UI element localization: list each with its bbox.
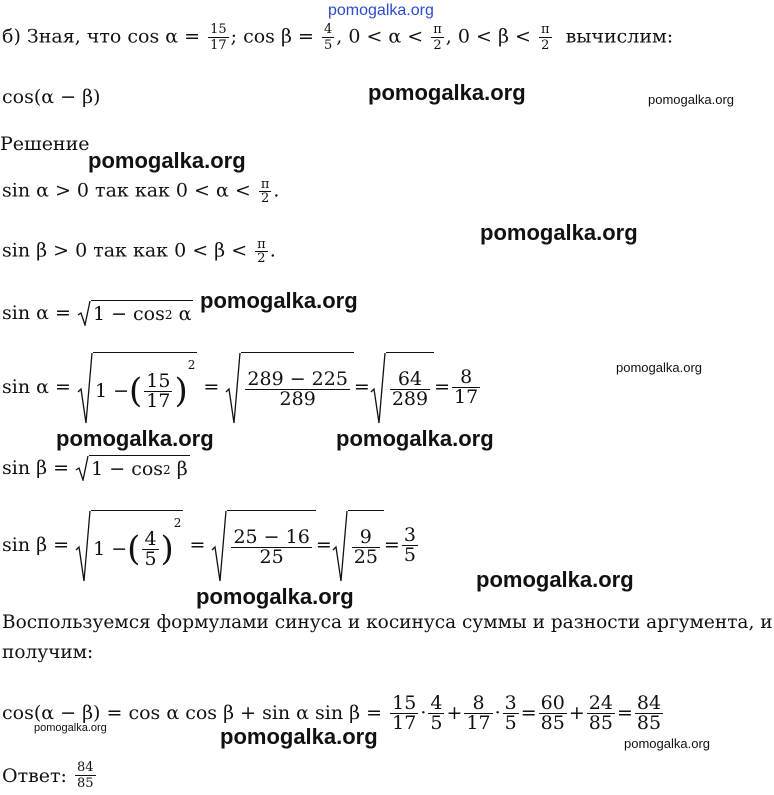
- equals: =: [434, 376, 451, 398]
- sin-alpha-positive-line: [2, 178, 279, 205]
- denominator: 289: [391, 387, 429, 410]
- sqrt-sign: [75, 455, 190, 481]
- numerator: 15: [210, 22, 227, 37]
- denominator: 85: [636, 711, 662, 734]
- denominator: 5: [504, 711, 517, 734]
- sqrt-sign: [225, 352, 354, 424]
- equals: =: [520, 701, 537, 724]
- period: .: [269, 239, 276, 262]
- answer-label: Ответ:: [2, 764, 67, 787]
- numerator: 15: [392, 691, 417, 714]
- numerator: 25 − 16: [233, 525, 310, 548]
- alpha: α: [178, 303, 192, 325]
- equals: =: [383, 534, 400, 556]
- denominator: 2: [433, 38, 442, 53]
- sin-beta-formula: [2, 455, 190, 481]
- numerator: 60: [540, 691, 565, 714]
- cos-beta-lhs: cos β =: [243, 25, 314, 48]
- watermark[interactable]: pomogalka.org: [480, 220, 638, 245]
- sin-alpha-formula: [2, 300, 193, 326]
- sqrt-sign: 1 − ( $\frac{4}{5}$ ) 2: [75, 510, 183, 582]
- sin-beta-computation: [2, 508, 420, 583]
- cos-alpha-fraction: [208, 22, 229, 53]
- denominator: 17: [392, 711, 417, 734]
- one-minus: 1 −: [93, 537, 128, 560]
- dot: ·: [494, 701, 501, 724]
- watermark-small[interactable]: pomogalka.org: [616, 360, 702, 375]
- condition-beta: , 0 < β <: [445, 25, 531, 48]
- numerator: 8: [472, 691, 485, 714]
- equals: =: [189, 534, 206, 556]
- beta: β: [176, 458, 188, 480]
- watermark[interactable]: pomogalka.org: [336, 426, 494, 451]
- one-minus: 1 −: [94, 379, 130, 402]
- numerator: π: [257, 237, 266, 252]
- sin-alpha-lhs: sin α =: [2, 376, 71, 398]
- exponent: 2: [164, 307, 173, 322]
- pi-half-fraction: [259, 178, 272, 205]
- answer: [2, 760, 98, 791]
- denominator: 17: [466, 711, 491, 734]
- equals: =: [203, 376, 220, 398]
- sqrt-sign: [332, 510, 384, 582]
- numerator: 3: [403, 524, 416, 546]
- numerator: 289 − 225: [247, 367, 348, 390]
- separator: ;: [230, 25, 244, 48]
- numerator: 24: [588, 691, 613, 714]
- paragraph-line2: получим:: [2, 642, 94, 663]
- watermark[interactable]: pomogalka.org: [200, 288, 358, 313]
- problem-suffix: вычислим:: [565, 25, 674, 48]
- numerator: 4: [144, 527, 157, 550]
- numerator: π: [433, 22, 442, 37]
- watermark-top[interactable]: pomogalka.org: [328, 2, 434, 19]
- cos-alpha-lhs: cos α =: [127, 25, 201, 48]
- denominator: 5: [323, 38, 333, 53]
- sin-alpha-lhs: sin α =: [2, 301, 71, 324]
- numerator: 4: [430, 691, 443, 714]
- sin-beta-lhs: sin β =: [2, 456, 70, 479]
- denominator: 17: [146, 389, 171, 412]
- plus: +: [568, 701, 585, 724]
- sqrt-sign: 1 − ( $\frac{15}{17}$ ) 2: [77, 352, 197, 424]
- sin-beta-positive-line: [2, 238, 276, 265]
- pi-half-fraction: [431, 22, 444, 53]
- numerator: 3: [504, 691, 517, 714]
- equals: =: [315, 534, 332, 556]
- exponent: 2: [173, 515, 182, 530]
- numerator: 15: [146, 369, 171, 392]
- denominator: 85: [77, 776, 94, 791]
- dot: ·: [420, 701, 427, 724]
- watermark[interactable]: pomogalka.org: [196, 584, 354, 609]
- denominator: 2: [541, 38, 550, 53]
- sqrt-sign: [370, 352, 434, 424]
- condition-alpha: , 0 < α <: [336, 25, 424, 48]
- sin-alpha-computation: [2, 350, 482, 425]
- exponent: 2: [163, 462, 171, 477]
- denominator: 5: [403, 544, 416, 566]
- paragraph-line1: Воспользуемся формулами синуса и косинуса суммы и разности аргумента, и: [2, 612, 773, 633]
- sin-beta-positive: sin β > 0 так как 0 < β <: [2, 239, 248, 262]
- equals: =: [616, 701, 633, 724]
- denominator: 85: [588, 711, 613, 734]
- numerator: π: [260, 177, 270, 192]
- numerator: 4: [323, 22, 333, 37]
- denominator: 25: [259, 545, 284, 568]
- sin-beta-lhs: sin β =: [2, 534, 70, 556]
- watermark[interactable]: pomogalka.org: [56, 426, 214, 451]
- problem-prefix: б) Зная, что: [2, 25, 122, 48]
- denominator: 5: [144, 547, 157, 570]
- watermark[interactable]: pomogalka.org: [220, 724, 378, 749]
- solution-heading: Решение: [0, 133, 90, 155]
- pi-half-fraction: [255, 238, 268, 265]
- cos-beta-fraction: [322, 22, 334, 53]
- equals: =: [353, 376, 370, 398]
- sin-alpha-positive: sin α > 0 так как 0 < α <: [2, 179, 251, 202]
- denominator: 25: [353, 545, 378, 568]
- radicand: 1 − cos: [91, 458, 164, 480]
- denominator: 2: [260, 191, 270, 206]
- final-lhs: cos(α − β) = cos α cos β + sin α sin β =: [2, 701, 383, 724]
- denominator: 289: [279, 387, 316, 410]
- plus: +: [446, 701, 463, 724]
- period: .: [273, 179, 280, 202]
- numerator: π: [540, 22, 550, 37]
- numerator: 9: [359, 525, 372, 548]
- denominator: 17: [454, 386, 479, 408]
- watermark[interactable]: pomogalka.org: [368, 80, 526, 105]
- target-expression: cos(α − β): [2, 86, 101, 108]
- denominator: 5: [430, 711, 443, 734]
- watermark[interactable]: pomogalka.org: [88, 148, 246, 173]
- exponent: 2: [187, 357, 196, 372]
- watermark[interactable]: pomogalka.org: [476, 567, 634, 592]
- denominator: 85: [540, 711, 565, 734]
- sqrt-sign: [211, 510, 315, 582]
- numerator: 64: [397, 367, 423, 390]
- radicand: 1 − cos: [92, 303, 165, 325]
- denominator: 2: [257, 251, 266, 266]
- problem-statement: [2, 22, 673, 53]
- pi-half-fraction: [539, 22, 552, 53]
- watermark-small[interactable]: pomogalka.org: [34, 722, 107, 734]
- sqrt-sign: [77, 300, 193, 326]
- numerator: 8: [460, 366, 473, 388]
- numerator: 84: [636, 691, 662, 714]
- numerator: 84: [77, 760, 94, 775]
- watermark-small[interactable]: pomogalka.org: [624, 736, 710, 751]
- watermark-small[interactable]: pomogalka.org: [648, 92, 734, 107]
- denominator: 17: [210, 38, 227, 53]
